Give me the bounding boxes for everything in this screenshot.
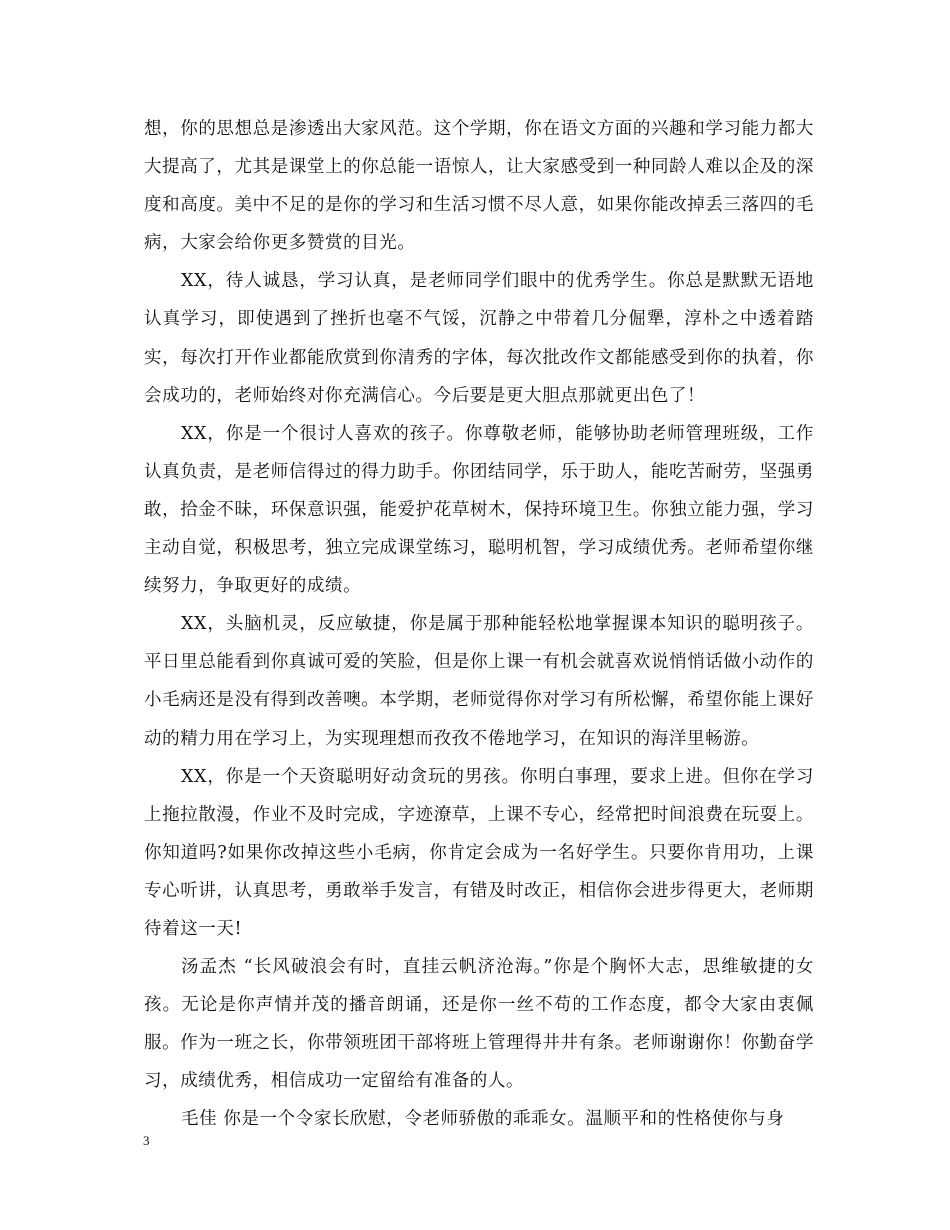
page-number: 3 [143, 1133, 150, 1148]
paragraph-3: XX，你是一个很讨人喜欢的孩子。你尊敬老师，能够协助老师管理班级，工作认真负责，是老师信得过的得力助手。你团结同学，乐于助人，能吃苦耐劳，坚强勇敢，拾金不昧，环保意识强，能爱护花草树木，保持环境卫生。你独立能力强，学习主动自觉，积极思考，独立完成课堂练习，聪明机智，学习成绩优秀。老师希望你继续努力，争取更好的成绩。 [144, 423, 814, 597]
paragraph-1: 想，你的思想总是渗透出大家风范。这个学期，你在语文方面的兴趣和学习能力都大大提高了，尤其是课堂上的你总能一语惊人，让大家感受到一种同龄人难以企及的深度和高度。美中不足的是你的学习和生活习惯不尽人意，如果你能改掉丢三落四的毛病，大家会给你更多赞赏的目光。 [144, 119, 814, 254]
paragraph-5: XX，你是一个天资聪明好动贪玩的男孩。你明白事理，要求上进。但你在学习上拖拉散漫，作业不及时完成，字迹潦草，上课不专心，经常把时间浪费在玩耍上。你知道吗?如果你改掉这些小毛病，你肯定会成为一名好学生。只要你肯用功，上课专心听讲，认真思考，勇敢举手发言，有错及时改正，相信你会进步得更大，老师期待着这一天! [144, 766, 814, 939]
paragraph-7: 毛佳 你是一个令家长欣慰，令老师骄傲的乖乖女。温顺平和的性格使你与身 [181, 1109, 785, 1130]
paragraph-6: 汤孟杰 “长风破浪会有时，直挂云帆济沧海。”你是个胸怀大志，思维敏捷的女孩。无论是你声情并茂的播音朗诵，还是你一丝不苟的工作态度，都令大家由衷佩服。作为一班之长，你带领班团干部将班上管理得井井有条。老师谢谢你！你勤奋学习，成绩优秀，相信成功一定留给有准备的人。 [144, 957, 814, 1092]
paragraph-4: XX，头脑机灵，反应敏捷，你是属于那种能轻松地掌握课本知识的聪明孩子。平日里总能看到你真诚可爱的笑脸，但是你上课一有机会就喜欢说悄悄话做小动作的小毛病还是没有得到改善噢。本学期，老师觉得你对学习有所松懈，希望你能上课好动的精力用在学习上，为实现理想而孜孜不倦地学习，在知识的海洋里畅游。 [144, 614, 814, 749]
document-body [144, 110, 814, 1139]
paragraph-2: XX，待人诚恳，学习认真，是老师同学们眼中的优秀学生。你总是默默无语地认真学习，即使遇到了挫折也毫不气馁，沉静之中带着几分倔犟，淳朴之中透着踏实，每次打开作业都能欣赏到你清秀的字体，每次批改作文都能感受到你的执着，你会成功的，老师始终对你充满信心。今后要是更大胆点那就更出色了！ [144, 271, 814, 406]
